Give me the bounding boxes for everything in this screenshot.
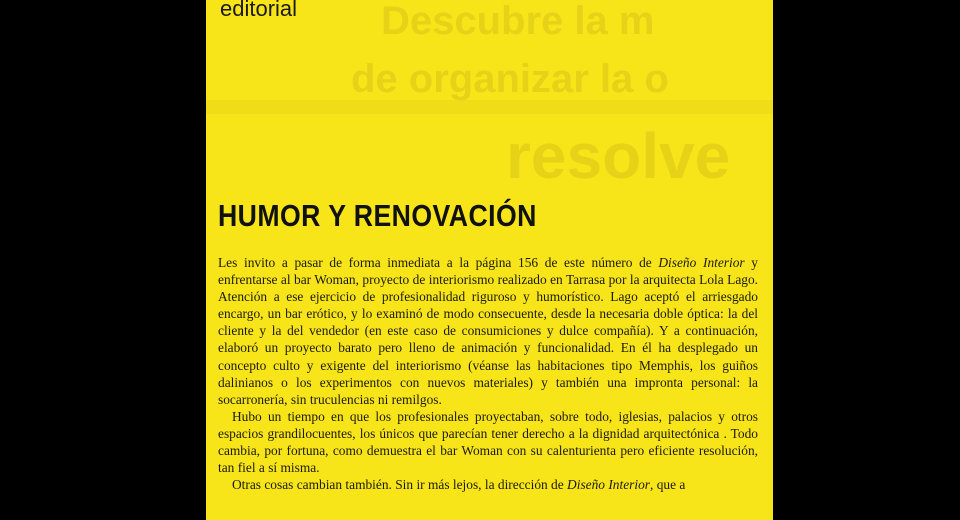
watermark-line-3: resolve (506, 120, 731, 192)
magazine-title: Diseño Interior (658, 255, 745, 270)
article-body (218, 254, 758, 493)
paragraph-1: Les invito a pasar de forma inmediata a la página 156 de este número de Diseño Interior y enfrentarse al bar Woman, proyecto de interiorismo realizado en Tarrasa por la arquitecta Lola Lago. Atención a ese ejercicio de profesionalidad riguroso y humorístico. Lago aceptó el arriesgado encargo, un bar erótico, y lo examinó de modo consecuente, desde la necesaria doble óptica: la del cliente y la del vendedor (en este caso de consumiciones y dulce compañía). Y a continuación, elaboró un proyecto barato pero lleno de animación y funcionalidad. En él ha desplegado un concepto culto y exigente del interiorismo (véanse las habitaciones tipo Memphis, los guiños dalinianos o los experimentos con nuevos materiales) y también una impronta personal: la socarronería, sin truculencias ni remilgos. (218, 255, 758, 407)
magazine-title: Diseño Interior (567, 477, 650, 493)
magazine-page (206, 0, 773, 520)
section-label: editorial (220, 0, 298, 21)
paragraph-3: Otras cosas cambian también. Sin ir más lejos, la dirección de Diseño Interior, que a (232, 477, 686, 493)
article-headline: HUMOR Y RENOVACIÓN (218, 198, 537, 233)
watermark-line-1: Descubre la m (381, 0, 655, 43)
faded-background-headline (206, 0, 773, 200)
watermark-line-2: de organizar la o (351, 57, 669, 101)
paragraph-2: Hubo un tiempo en que los profesionales proyectaban, sobre todo, iglesias, palacios y otros espacios grandilocuentes, los únicos que parecían tener derecho a la dignidad arquitectónica . Todo cambia, por fortuna, como demuestra el bar Woman con su calenturienta pero eficiente resolución, tan fiel a sí misma. (218, 408, 758, 476)
